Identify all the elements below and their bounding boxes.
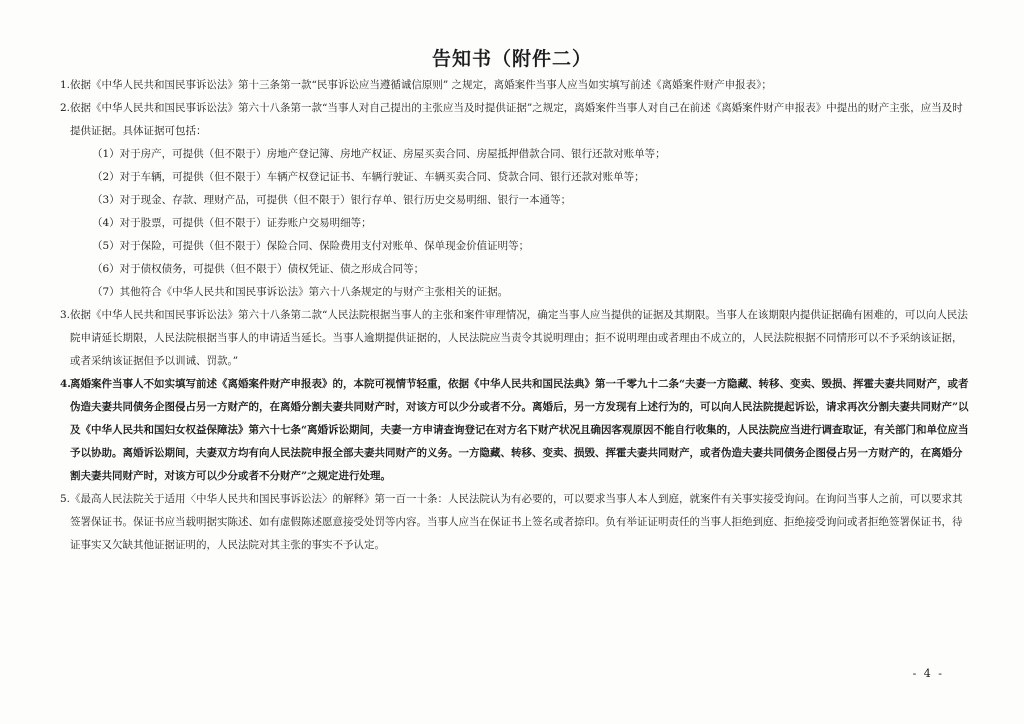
item-number: 5. [60,493,71,505]
item-text: 依据《中华人民共和国民事诉讼法》第六十八条第二款“人民法院根据当事人的主张和案件审理情况，确定当事人应当提供的证据及其期限。当事人在该期限内提供证据确有困难的，可以向人民法院申请延长期限，人民法院根据当事人的申请适当延长。当事人逾期提供证据的，人民法院应当责令其说明理由；拒不说明理由或者理由不成立的，人民法院根据不同情形可以不予采纳该证据，或者采纳该证据但予以训诫、罚款。” [70,309,968,367]
item-number: 1. [60,79,71,91]
item-number: 4. [60,378,71,390]
item-text: 《最高人民法院关于适用〈中华人民共和国民事诉讼法〉的解释》第一百一十条：人民法院认为有必要的，可以要求当事人本人到庭，就案件有关事实接受询问。在询问当事人之前，可以要求其签署保证书。保证书应当载明据实陈述、如有虚假陈述愿意接受处罚等内容。当事人应当在保证书上签名或者捺印。负有举证证明责任的当事人拒绝到庭、拒绝接受询问或者拒绝签署保证书，待证事实又欠缺其他证据证明的，人民法院对其主张的事实不予认定。 [70,493,963,551]
item-text: 依据《中华人民共和国民事诉讼法》第十三条第一款“民事诉讼应当遵循诚信原则” 之规定，离婚案件当事人应当如实填写前述《离婚案件财产申报表》； [70,79,772,91]
document-body [60,74,970,557]
list-item-4 [60,373,970,488]
list-item-5 [60,488,970,557]
list-item-1 [60,74,970,97]
list-item-3 [60,304,970,373]
sub-item: （3）对于现金、存款、理财产品，可提供（但不限于）银行存单、银行历史交易明细、银行一本通等； [92,194,572,206]
page-number: - 4 - [912,667,944,680]
list-item-2 [60,97,970,304]
sub-item: （2）对于车辆，可提供（但不限于）车辆产权登记证书、车辆行驶证、车辆买卖合同、贷款合同、银行还款对账单等； [92,171,645,183]
sub-item: （7）其他符合《中华人民共和国民事诉讼法》第六十八条规定的与财产主张相关的证据。 [92,286,509,298]
item-text: 离婚案件当事人不如实填写前述《离婚案件财产申报表》的，本院可视情节轻重，依据《中华人民共和国民法典》第一千零九十二条“夫妻一方隐藏、转移、变卖、毁损、挥霍夫妻共同财产，或者伪造夫妻共同债务企图侵占另一方财产的，在离婚分割夫妻共同财产时，对该方可以少分或者不分。离婚后，另一方发现有上述行为的，可以向人民法院提起诉讼，请求再次分割夫妻共同财产”以及《中华人民共和国妇女权益保障法》第六十七条“离婚诉讼期间，夫妻一方申请查询登记在对方名下财产状况且确因客观原因不能自行收集的，人民法院应当进行调查取证，有关部门和单位应当予以协助。离婚诉讼期间，夫妻双方均有向人民法院申报全部夫妻共同财产的义务。一方隐藏、转移、变卖、损毁、挥霍夫妻共同财产，或者伪造夫妻共同债务企图侵占另一方财产的，在离婚分割夫妻共同财产时，对该方可以少分或者不分财产”之规定进行处理。 [70,378,969,482]
page-title: 告知书（附件二） [431,48,592,70]
sub-item: （5）对于保险，可提供（但不限于）保险合同、保险费用支付对账单、保单现金价值证明等； [92,240,530,252]
item-number: 2. [60,102,71,114]
sub-item: （6）对于债权债务，可提供（但不限于）债权凭证、债之形成合同等； [92,263,425,275]
item-number: 3. [60,309,71,321]
sub-item: （4）对于股票，可提供（但不限于）证券账户交易明细等； [92,217,372,229]
item-text: 依据《中华人民共和国民事诉讼法》第六十八条第一款“当事人对自己提出的主张应当及时提供证据”之规定，离婚案件当事人对自己在前述《离婚案件财产申报表》中提出的财产主张，应当及时提供证据。具体证据可包括： [70,102,963,137]
sub-item: （1）对于房产，可提供（但不限于）房地产登记簿、房地产权证、房屋买卖合同、房屋抵押借款合同、银行还款对账单等； [92,148,666,160]
